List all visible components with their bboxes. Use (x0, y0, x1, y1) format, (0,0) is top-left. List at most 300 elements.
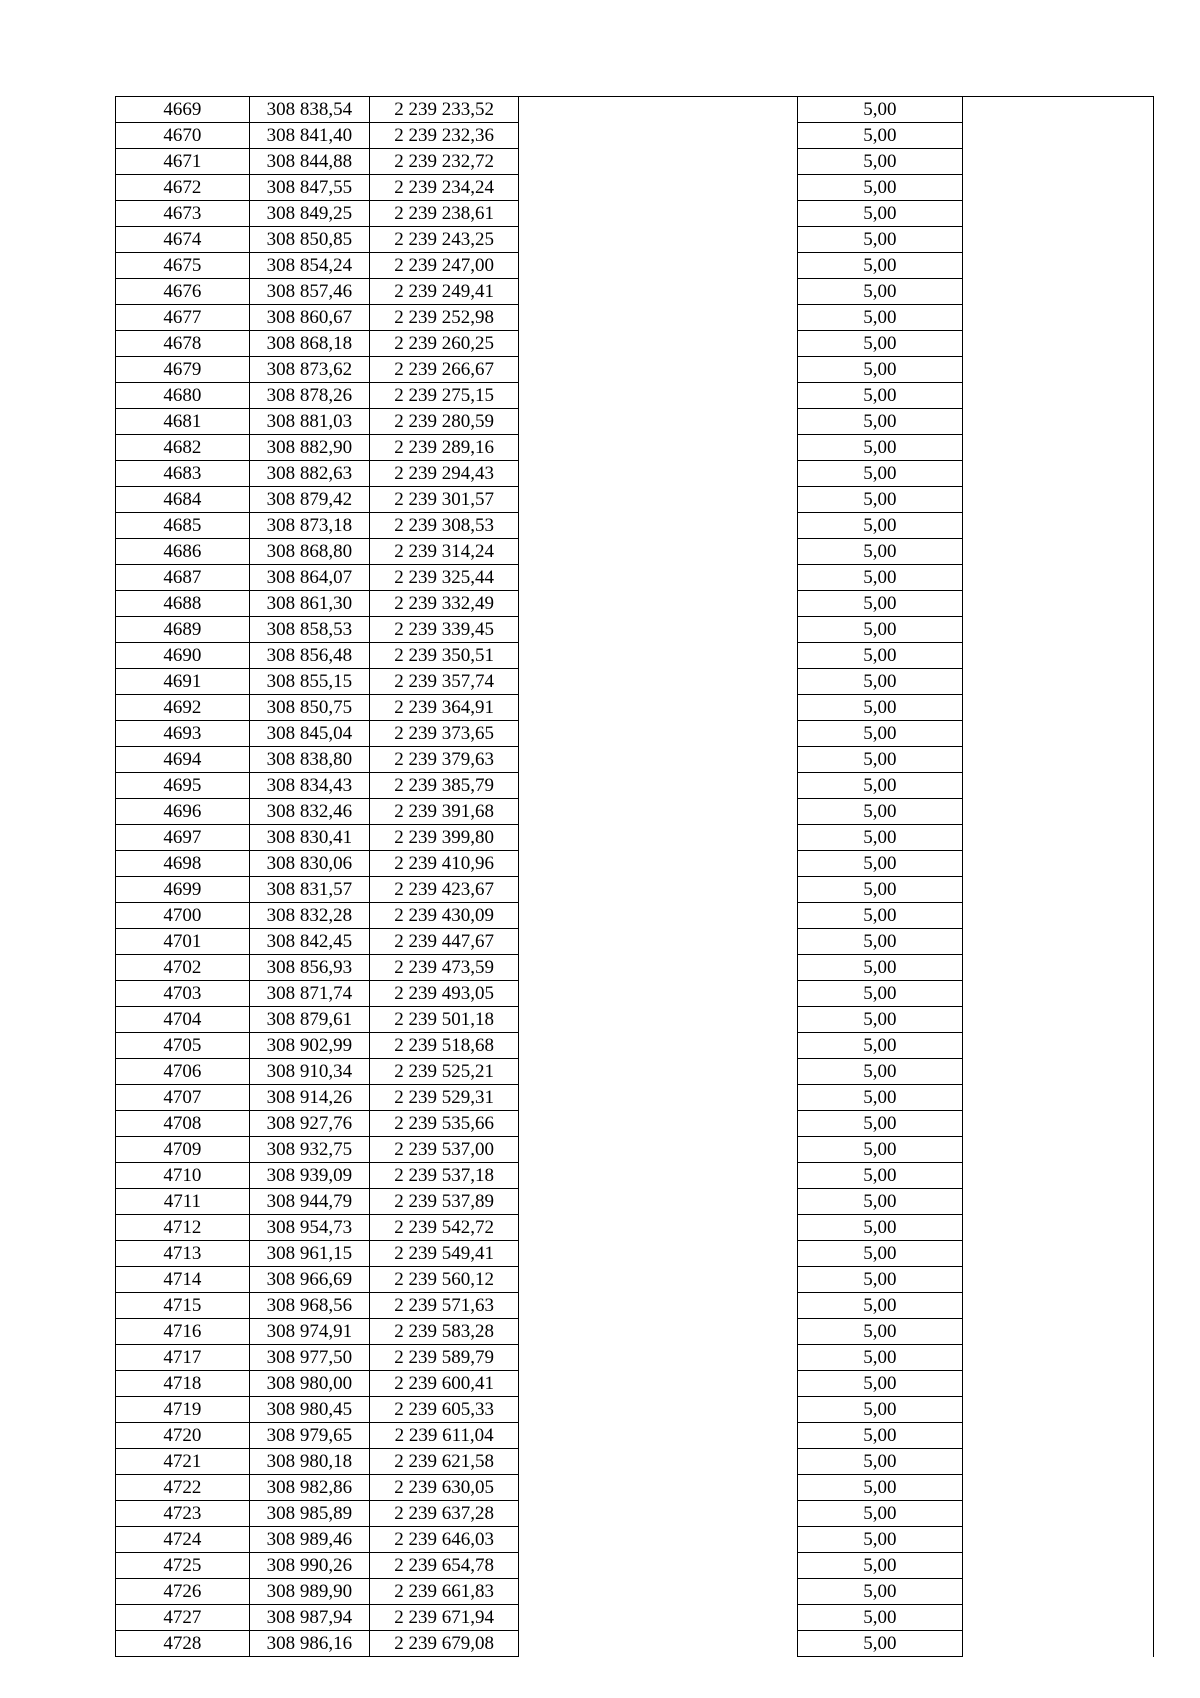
x-coordinate-cell: 308 871,74 (249, 981, 369, 1007)
y-coordinate-cell: 2 239 583,28 (370, 1319, 519, 1345)
x-coordinate-cell: 308 844,88 (249, 149, 369, 175)
note-cell (962, 1501, 1153, 1527)
value-cell: 5,00 (798, 1241, 963, 1267)
note-cell (962, 799, 1153, 825)
point-number-cell: 4704 (116, 1007, 250, 1033)
value-cell: 5,00 (798, 1137, 963, 1163)
value-cell: 5,00 (798, 1631, 963, 1657)
value-cell: 5,00 (798, 643, 963, 669)
note-cell (962, 903, 1153, 929)
value-cell: 5,00 (798, 487, 963, 513)
x-coordinate-cell: 308 841,40 (249, 123, 369, 149)
y-coordinate-cell: 2 239 280,59 (370, 409, 519, 435)
value-cell: 5,00 (798, 305, 963, 331)
note-cell (962, 383, 1153, 409)
table-row (116, 123, 1154, 149)
description-cell (519, 669, 798, 695)
y-coordinate-cell: 2 239 537,00 (370, 1137, 519, 1163)
table-row (116, 1137, 1154, 1163)
value-cell: 5,00 (798, 669, 963, 695)
point-number-cell: 4711 (116, 1189, 250, 1215)
description-cell (519, 487, 798, 513)
y-coordinate-cell: 2 239 314,24 (370, 539, 519, 565)
note-cell (962, 1319, 1153, 1345)
y-coordinate-cell: 2 239 630,05 (370, 1475, 519, 1501)
x-coordinate-cell: 308 847,55 (249, 175, 369, 201)
note-cell (962, 825, 1153, 851)
y-coordinate-cell: 2 239 525,21 (370, 1059, 519, 1085)
y-coordinate-cell: 2 239 600,41 (370, 1371, 519, 1397)
table-row (116, 669, 1154, 695)
y-coordinate-cell: 2 239 542,72 (370, 1215, 519, 1241)
note-cell (962, 487, 1153, 513)
table-row (116, 851, 1154, 877)
table-row (116, 1111, 1154, 1137)
point-number-cell: 4690 (116, 643, 250, 669)
x-coordinate-cell: 308 845,04 (249, 721, 369, 747)
point-number-cell: 4722 (116, 1475, 250, 1501)
description-cell (519, 929, 798, 955)
description-cell (519, 175, 798, 201)
y-coordinate-cell: 2 239 423,67 (370, 877, 519, 903)
point-number-cell: 4670 (116, 123, 250, 149)
description-cell (519, 747, 798, 773)
table-row (116, 1007, 1154, 1033)
table-row (116, 97, 1154, 123)
y-coordinate-cell: 2 239 232,36 (370, 123, 519, 149)
value-cell: 5,00 (798, 1007, 963, 1033)
value-cell: 5,00 (798, 1553, 963, 1579)
description-cell (519, 1215, 798, 1241)
x-coordinate-cell: 308 914,26 (249, 1085, 369, 1111)
table-row (116, 565, 1154, 591)
description-cell (519, 253, 798, 279)
point-number-cell: 4681 (116, 409, 250, 435)
note-cell (962, 253, 1153, 279)
point-number-cell: 4669 (116, 97, 250, 123)
table-row (116, 1033, 1154, 1059)
note-cell (962, 1397, 1153, 1423)
x-coordinate-cell: 308 980,45 (249, 1397, 369, 1423)
value-cell: 5,00 (798, 591, 963, 617)
x-coordinate-cell: 308 855,15 (249, 669, 369, 695)
description-cell (519, 123, 798, 149)
table-row (116, 331, 1154, 357)
value-cell: 5,00 (798, 149, 963, 175)
value-cell: 5,00 (798, 877, 963, 903)
description-cell (519, 409, 798, 435)
x-coordinate-cell: 308 831,57 (249, 877, 369, 903)
x-coordinate-cell: 308 832,28 (249, 903, 369, 929)
description-cell (519, 1293, 798, 1319)
y-coordinate-cell: 2 239 671,94 (370, 1605, 519, 1631)
note-cell (962, 1007, 1153, 1033)
description-cell (519, 461, 798, 487)
x-coordinate-cell: 308 856,48 (249, 643, 369, 669)
y-coordinate-cell: 2 239 447,67 (370, 929, 519, 955)
note-cell (962, 149, 1153, 175)
description-cell (519, 513, 798, 539)
y-coordinate-cell: 2 239 247,00 (370, 253, 519, 279)
table-row (116, 383, 1154, 409)
x-coordinate-cell: 308 864,07 (249, 565, 369, 591)
table-row (116, 1085, 1154, 1111)
note-cell (962, 357, 1153, 383)
table-row (116, 799, 1154, 825)
table-row (116, 1319, 1154, 1345)
value-cell: 5,00 (798, 1345, 963, 1371)
table-row (116, 825, 1154, 851)
y-coordinate-cell: 2 239 637,28 (370, 1501, 519, 1527)
y-coordinate-cell: 2 239 275,15 (370, 383, 519, 409)
x-coordinate-cell: 308 989,46 (249, 1527, 369, 1553)
description-cell (519, 97, 798, 123)
table-row (116, 1631, 1154, 1657)
note-cell (962, 1085, 1153, 1111)
table-row (116, 1215, 1154, 1241)
x-coordinate-cell: 308 858,53 (249, 617, 369, 643)
note-cell (962, 279, 1153, 305)
description-cell (519, 695, 798, 721)
y-coordinate-cell: 2 239 364,91 (370, 695, 519, 721)
point-number-cell: 4700 (116, 903, 250, 929)
value-cell: 5,00 (798, 1319, 963, 1345)
table-row (116, 305, 1154, 331)
table-row (116, 487, 1154, 513)
description-cell (519, 773, 798, 799)
x-coordinate-cell: 308 850,85 (249, 227, 369, 253)
x-coordinate-cell: 308 982,86 (249, 1475, 369, 1501)
x-coordinate-cell: 308 902,99 (249, 1033, 369, 1059)
x-coordinate-cell: 308 878,26 (249, 383, 369, 409)
description-cell (519, 1553, 798, 1579)
point-number-cell: 4720 (116, 1423, 250, 1449)
note-cell (962, 331, 1153, 357)
table-row (116, 1241, 1154, 1267)
point-number-cell: 4726 (116, 1579, 250, 1605)
point-number-cell: 4672 (116, 175, 250, 201)
y-coordinate-cell: 2 239 529,31 (370, 1085, 519, 1111)
value-cell: 5,00 (798, 1189, 963, 1215)
point-number-cell: 4716 (116, 1319, 250, 1345)
value-cell: 5,00 (798, 799, 963, 825)
note-cell (962, 1189, 1153, 1215)
point-number-cell: 4694 (116, 747, 250, 773)
y-coordinate-cell: 2 239 399,80 (370, 825, 519, 851)
x-coordinate-cell: 308 980,00 (249, 1371, 369, 1397)
y-coordinate-cell: 2 239 391,68 (370, 799, 519, 825)
point-number-cell: 4714 (116, 1267, 250, 1293)
point-number-cell: 4678 (116, 331, 250, 357)
y-coordinate-cell: 2 239 654,78 (370, 1553, 519, 1579)
point-number-cell: 4691 (116, 669, 250, 695)
x-coordinate-cell: 308 910,34 (249, 1059, 369, 1085)
description-cell (519, 981, 798, 1007)
y-coordinate-cell: 2 239 249,41 (370, 279, 519, 305)
note-cell (962, 1215, 1153, 1241)
y-coordinate-cell: 2 239 325,44 (370, 565, 519, 591)
point-number-cell: 4718 (116, 1371, 250, 1397)
note-cell (962, 1527, 1153, 1553)
note-cell (962, 1111, 1153, 1137)
value-cell: 5,00 (798, 175, 963, 201)
x-coordinate-cell: 308 974,91 (249, 1319, 369, 1345)
value-cell: 5,00 (798, 747, 963, 773)
y-coordinate-cell: 2 239 537,18 (370, 1163, 519, 1189)
x-coordinate-cell: 308 849,25 (249, 201, 369, 227)
value-cell: 5,00 (798, 955, 963, 981)
value-cell: 5,00 (798, 357, 963, 383)
description-cell (519, 1631, 798, 1657)
value-cell: 5,00 (798, 409, 963, 435)
value-cell: 5,00 (798, 1059, 963, 1085)
table-row (116, 175, 1154, 201)
x-coordinate-cell: 308 868,18 (249, 331, 369, 357)
description-cell (519, 1371, 798, 1397)
value-cell: 5,00 (798, 513, 963, 539)
value-cell: 5,00 (798, 929, 963, 955)
note-cell (962, 123, 1153, 149)
x-coordinate-cell: 308 977,50 (249, 1345, 369, 1371)
note-cell (962, 565, 1153, 591)
note-cell (962, 1163, 1153, 1189)
table-row (116, 201, 1154, 227)
y-coordinate-cell: 2 239 301,57 (370, 487, 519, 513)
description-cell (519, 331, 798, 357)
value-cell: 5,00 (798, 1371, 963, 1397)
point-number-cell: 4685 (116, 513, 250, 539)
note-cell (962, 1033, 1153, 1059)
value-cell: 5,00 (798, 617, 963, 643)
y-coordinate-cell: 2 239 473,59 (370, 955, 519, 981)
point-number-cell: 4724 (116, 1527, 250, 1553)
y-coordinate-cell: 2 239 493,05 (370, 981, 519, 1007)
table-row (116, 1605, 1154, 1631)
table-row (116, 747, 1154, 773)
y-coordinate-cell: 2 239 589,79 (370, 1345, 519, 1371)
note-cell (962, 1137, 1153, 1163)
value-cell: 5,00 (798, 331, 963, 357)
point-number-cell: 4679 (116, 357, 250, 383)
table-row (116, 1267, 1154, 1293)
description-cell (519, 825, 798, 851)
note-cell (962, 929, 1153, 955)
description-cell (519, 1579, 798, 1605)
point-number-cell: 4703 (116, 981, 250, 1007)
point-number-cell: 4701 (116, 929, 250, 955)
point-number-cell: 4702 (116, 955, 250, 981)
point-number-cell: 4675 (116, 253, 250, 279)
point-number-cell: 4710 (116, 1163, 250, 1189)
note-cell (962, 1371, 1153, 1397)
table-row (116, 721, 1154, 747)
point-number-cell: 4712 (116, 1215, 250, 1241)
note-cell (962, 1345, 1153, 1371)
y-coordinate-cell: 2 239 252,98 (370, 305, 519, 331)
x-coordinate-cell: 308 939,09 (249, 1163, 369, 1189)
value-cell: 5,00 (798, 201, 963, 227)
description-cell (519, 1423, 798, 1449)
point-number-cell: 4692 (116, 695, 250, 721)
y-coordinate-cell: 2 239 357,74 (370, 669, 519, 695)
x-coordinate-cell: 308 966,69 (249, 1267, 369, 1293)
table-row (116, 357, 1154, 383)
value-cell: 5,00 (798, 279, 963, 305)
point-number-cell: 4682 (116, 435, 250, 461)
note-cell (962, 539, 1153, 565)
value-cell: 5,00 (798, 1501, 963, 1527)
table-row (116, 695, 1154, 721)
table-row (116, 981, 1154, 1007)
y-coordinate-cell: 2 239 430,09 (370, 903, 519, 929)
point-number-cell: 4683 (116, 461, 250, 487)
x-coordinate-cell: 308 838,80 (249, 747, 369, 773)
y-coordinate-cell: 2 239 611,04 (370, 1423, 519, 1449)
description-cell (519, 1501, 798, 1527)
x-coordinate-cell: 308 832,46 (249, 799, 369, 825)
x-coordinate-cell: 308 879,61 (249, 1007, 369, 1033)
note-cell (962, 1449, 1153, 1475)
x-coordinate-cell: 308 838,54 (249, 97, 369, 123)
point-number-cell: 4706 (116, 1059, 250, 1085)
value-cell: 5,00 (798, 1163, 963, 1189)
x-coordinate-cell: 308 882,90 (249, 435, 369, 461)
table-row (116, 1449, 1154, 1475)
y-coordinate-cell: 2 239 234,24 (370, 175, 519, 201)
description-cell (519, 1241, 798, 1267)
point-number-cell: 4696 (116, 799, 250, 825)
value-cell: 5,00 (798, 1085, 963, 1111)
coordinate-table-body (116, 97, 1154, 1657)
y-coordinate-cell: 2 239 410,96 (370, 851, 519, 877)
y-coordinate-cell: 2 239 373,65 (370, 721, 519, 747)
y-coordinate-cell: 2 239 560,12 (370, 1267, 519, 1293)
note-cell (962, 1553, 1153, 1579)
point-number-cell: 4715 (116, 1293, 250, 1319)
y-coordinate-cell: 2 239 518,68 (370, 1033, 519, 1059)
note-cell (962, 513, 1153, 539)
table-row (116, 435, 1154, 461)
point-number-cell: 4687 (116, 565, 250, 591)
description-cell (519, 279, 798, 305)
y-coordinate-cell: 2 239 535,66 (370, 1111, 519, 1137)
table-row (116, 773, 1154, 799)
table-row (116, 227, 1154, 253)
description-cell (519, 539, 798, 565)
value-cell: 5,00 (798, 1397, 963, 1423)
point-number-cell: 4708 (116, 1111, 250, 1137)
x-coordinate-cell: 308 830,06 (249, 851, 369, 877)
note-cell (962, 643, 1153, 669)
value-cell: 5,00 (798, 1449, 963, 1475)
description-cell (519, 565, 798, 591)
table-row (116, 1189, 1154, 1215)
table-row (116, 617, 1154, 643)
note-cell (962, 591, 1153, 617)
value-cell: 5,00 (798, 435, 963, 461)
note-cell (962, 877, 1153, 903)
value-cell: 5,00 (798, 1579, 963, 1605)
y-coordinate-cell: 2 239 646,03 (370, 1527, 519, 1553)
description-cell (519, 1085, 798, 1111)
table-row (116, 1059, 1154, 1085)
table-row (116, 1475, 1154, 1501)
y-coordinate-cell: 2 239 621,58 (370, 1449, 519, 1475)
note-cell (962, 1059, 1153, 1085)
x-coordinate-cell: 308 990,26 (249, 1553, 369, 1579)
x-coordinate-cell: 308 873,62 (249, 357, 369, 383)
x-coordinate-cell: 308 980,18 (249, 1449, 369, 1475)
note-cell (962, 435, 1153, 461)
value-cell: 5,00 (798, 539, 963, 565)
note-cell (962, 955, 1153, 981)
description-cell (519, 1605, 798, 1631)
y-coordinate-cell: 2 239 238,61 (370, 201, 519, 227)
note-cell (962, 305, 1153, 331)
description-cell (519, 1137, 798, 1163)
description-cell (519, 1189, 798, 1215)
description-cell (519, 1319, 798, 1345)
description-cell (519, 591, 798, 617)
description-cell (519, 383, 798, 409)
description-cell (519, 1163, 798, 1189)
x-coordinate-cell: 308 968,56 (249, 1293, 369, 1319)
point-number-cell: 4699 (116, 877, 250, 903)
point-number-cell: 4677 (116, 305, 250, 331)
table-row (116, 1501, 1154, 1527)
note-cell (962, 981, 1153, 1007)
description-cell (519, 1267, 798, 1293)
description-cell (519, 1345, 798, 1371)
value-cell: 5,00 (798, 1605, 963, 1631)
description-cell (519, 1007, 798, 1033)
note-cell (962, 227, 1153, 253)
x-coordinate-cell: 308 881,03 (249, 409, 369, 435)
table-row (116, 1293, 1154, 1319)
point-number-cell: 4705 (116, 1033, 250, 1059)
x-coordinate-cell: 308 856,93 (249, 955, 369, 981)
point-number-cell: 4697 (116, 825, 250, 851)
y-coordinate-cell: 2 239 294,43 (370, 461, 519, 487)
y-coordinate-cell: 2 239 605,33 (370, 1397, 519, 1423)
value-cell: 5,00 (798, 773, 963, 799)
description-cell (519, 1397, 798, 1423)
coordinate-table (115, 96, 1154, 1657)
y-coordinate-cell: 2 239 537,89 (370, 1189, 519, 1215)
note-cell (962, 1423, 1153, 1449)
x-coordinate-cell: 308 850,75 (249, 695, 369, 721)
table-row (116, 1579, 1154, 1605)
table-row (116, 1163, 1154, 1189)
description-cell (519, 1111, 798, 1137)
note-cell (962, 175, 1153, 201)
y-coordinate-cell: 2 239 661,83 (370, 1579, 519, 1605)
note-cell (962, 1579, 1153, 1605)
point-number-cell: 4709 (116, 1137, 250, 1163)
x-coordinate-cell: 308 860,67 (249, 305, 369, 331)
note-cell (962, 773, 1153, 799)
description-cell (519, 903, 798, 929)
note-cell (962, 461, 1153, 487)
table-row (116, 903, 1154, 929)
note-cell (962, 747, 1153, 773)
value-cell: 5,00 (798, 1423, 963, 1449)
y-coordinate-cell: 2 239 232,72 (370, 149, 519, 175)
x-coordinate-cell: 308 979,65 (249, 1423, 369, 1449)
y-coordinate-cell: 2 239 379,63 (370, 747, 519, 773)
y-coordinate-cell: 2 239 350,51 (370, 643, 519, 669)
note-cell (962, 721, 1153, 747)
